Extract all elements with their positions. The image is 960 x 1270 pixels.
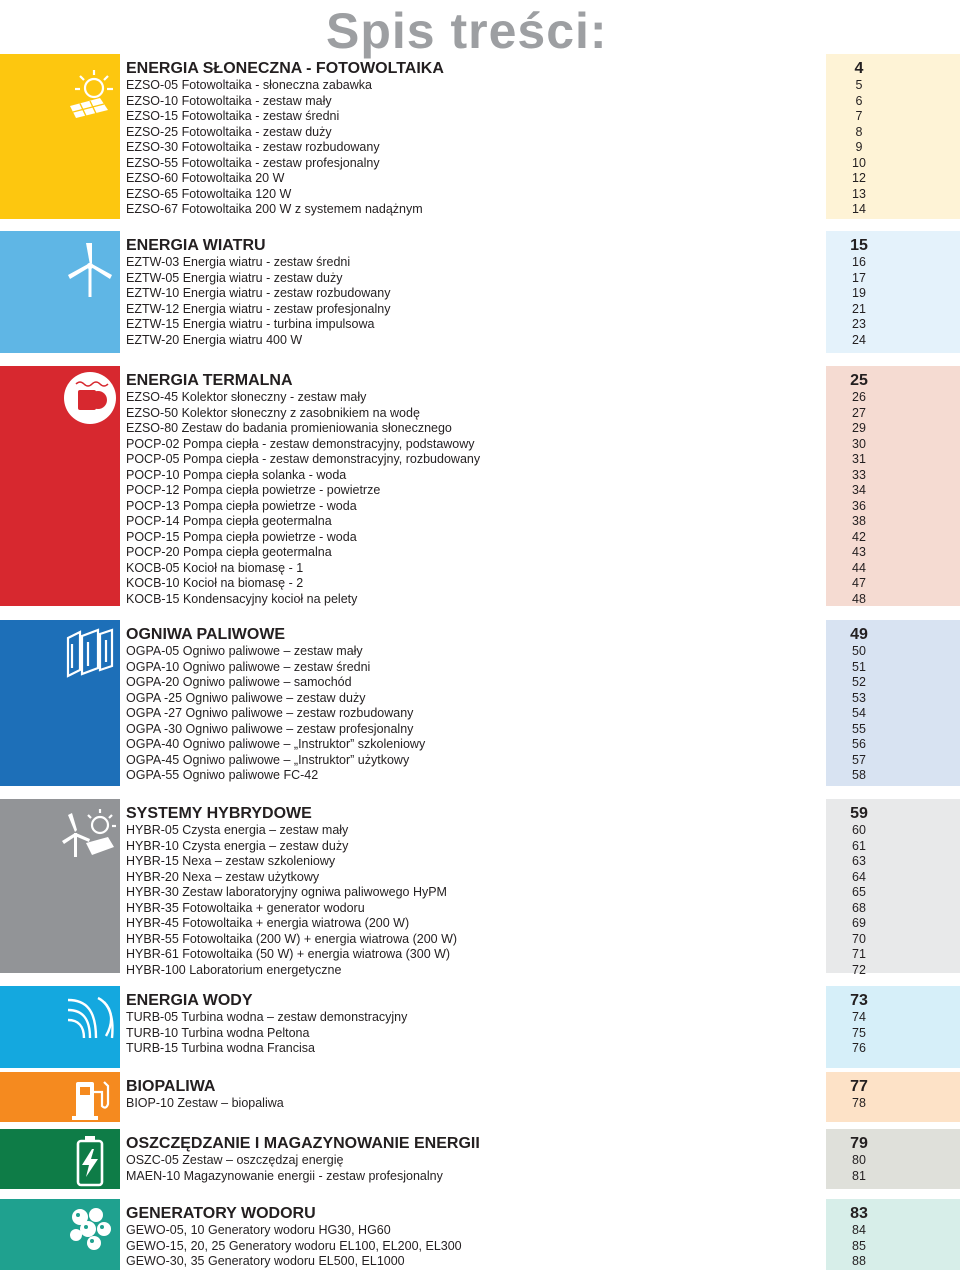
toc-entry[interactable] (0, 660, 960, 676)
toc-entry-page: 27 (852, 405, 866, 420)
toc-entry-page: 23 (852, 317, 866, 331)
toc-section-storage (0, 1129, 960, 1189)
toc-entry[interactable] (0, 839, 960, 855)
toc-entry-page: 52 (852, 675, 866, 689)
toc-entry[interactable] (0, 171, 960, 187)
toc-entry[interactable] (0, 468, 960, 484)
toc-section-hybrid (0, 799, 960, 977)
toc-entry[interactable] (0, 1041, 960, 1057)
toc-entry[interactable] (0, 286, 960, 302)
toc-entry-page: 60 (852, 823, 866, 837)
toc-entry-label: POCP-02 Pompa ciepła - zestaw demonstracyjny, podstawowy (126, 436, 475, 451)
section-page-number[interactable]: 4 (854, 60, 864, 77)
toc-entry-page: 26 (852, 390, 866, 404)
toc-entry-label: OGPA-20 Ogniwo paliwowe – samochód (126, 675, 352, 689)
toc-entry-page: 42 (852, 529, 866, 544)
section-heading[interactable]: BIOPALIWA (126, 1078, 216, 1095)
toc-section-wind (0, 231, 960, 353)
toc-entry-page: 12 (852, 171, 866, 185)
section-heading[interactable]: OGNIWA PALIWOWE (126, 626, 286, 643)
toc-entry-page: 50 (852, 644, 866, 658)
toc-entry[interactable] (0, 317, 960, 333)
toc-entry-page: 57 (852, 752, 866, 767)
toc-entry-page: 85 (852, 1238, 866, 1253)
toc-entry-page: 48 (852, 591, 866, 606)
section-heading[interactable]: SYSTEMY HYBRYDOWE (126, 805, 312, 822)
section-heading[interactable]: ENERGIA WODY (126, 992, 253, 1009)
toc-entry-label: KOCB-10 Kocioł na biomasę - 2 (126, 576, 304, 590)
toc-section-solar (0, 54, 960, 219)
section-page-number[interactable]: 83 (850, 1205, 868, 1222)
section-page-number[interactable]: 79 (850, 1135, 868, 1152)
toc-entry[interactable] (0, 870, 960, 886)
toc-entry-label: HYBR-10 Czysta energia – zestaw duży (126, 838, 349, 853)
toc-entry[interactable] (0, 1010, 960, 1026)
toc-entry[interactable] (0, 499, 960, 515)
toc-entry-label: TURB-10 Turbina wodna Peltona (126, 1025, 310, 1040)
toc-entry[interactable] (0, 271, 960, 287)
toc-entry-page: 19 (852, 286, 866, 300)
toc-entry[interactable] (0, 255, 960, 271)
toc-entry[interactable] (0, 125, 960, 141)
toc-entry-page: 17 (852, 270, 866, 285)
toc-entry[interactable] (0, 530, 960, 546)
toc-section-thermal (0, 366, 960, 606)
toc-entry-page: 8 (855, 124, 863, 139)
toc-entry-label: KOCB-15 Kondensacyjny kocioł na pelety (126, 591, 358, 606)
toc-section-biofuel (0, 1072, 960, 1122)
toc-entry-label: EZSO-67 Fotowoltaika 200 W z systemem nadążnym (126, 202, 423, 216)
toc-entry-page: 88 (852, 1254, 866, 1268)
toc-entry-page: 38 (852, 514, 866, 528)
toc-entry-page: 36 (852, 498, 866, 513)
toc-entry-page: 54 (852, 706, 866, 720)
toc-entry[interactable] (0, 94, 960, 110)
toc-entry[interactable] (0, 1239, 960, 1255)
toc-entry[interactable] (0, 561, 960, 577)
toc-entry-page: 65 (852, 885, 866, 899)
toc-entry[interactable] (0, 592, 960, 608)
toc-entry-page: 6 (855, 93, 863, 108)
toc-entry[interactable] (0, 437, 960, 453)
toc-entry-label: HYBR-30 Zestaw laboratoryjny ogniwa paliwowego HyPM (126, 885, 447, 899)
toc-entry-label: EZSO-60 Fotowoltaika 20 W (126, 171, 285, 185)
toc-entry-page: 69 (852, 916, 866, 930)
toc-entry-page: 80 (852, 1153, 866, 1167)
toc-entry-page: 13 (852, 186, 866, 201)
toc-entry-page: 34 (852, 483, 866, 497)
toc-entry[interactable] (0, 140, 960, 156)
toc-section-fuelcells (0, 620, 960, 786)
toc-entry[interactable] (0, 1153, 960, 1169)
toc-entry-page: 55 (852, 721, 866, 736)
toc-entry-label: EZSO-10 Fotowoltaika - zestaw mały (126, 93, 332, 108)
toc-entry-page: 43 (852, 545, 866, 559)
toc-entry-label: EZSO-30 Fotowoltaika - zestaw rozbudowany (126, 140, 380, 154)
section-heading[interactable]: GENERATORY WODORU (126, 1205, 316, 1222)
toc-entry-page: 9 (855, 140, 863, 154)
toc-entry-label: EZTW-12 Energia wiatru - zestaw profesjonalny (126, 301, 391, 316)
toc-entry-label: EZTW-10 Energia wiatru - zestaw rozbudowany (126, 286, 391, 300)
toc-entry[interactable] (0, 78, 960, 94)
toc-entry-page: 64 (852, 869, 866, 884)
toc-entry-page: 78 (852, 1096, 866, 1110)
toc-entry[interactable] (0, 187, 960, 203)
toc-section-water (0, 986, 960, 1068)
toc-entry-label: HYBR-45 Fotowoltaika + energia wiatrowa (200 W) (126, 916, 410, 930)
toc-entry-label: TURB-15 Turbina wodna Francisa (126, 1041, 315, 1055)
toc-entry[interactable] (0, 854, 960, 870)
toc-entry[interactable] (0, 545, 960, 561)
toc-entry[interactable] (0, 1223, 960, 1239)
toc-entry[interactable] (0, 947, 960, 963)
toc-entry[interactable] (0, 916, 960, 932)
toc-entry[interactable] (0, 691, 960, 707)
toc-entry-label: EZSO-15 Fotowoltaika - zestaw średni (126, 109, 340, 123)
toc-entry[interactable] (0, 1096, 960, 1112)
toc-entry[interactable] (0, 1254, 960, 1270)
toc-entry-label: OGPA-10 Ogniwo paliwowe – zestaw średni (126, 659, 371, 674)
toc-entry[interactable] (0, 768, 960, 784)
toc-entry-label: HYBR-100 Laboratorium energetyczne (126, 962, 342, 977)
toc-entry-label: OGPA-45 Ogniwo paliwowe – „Instruktor” użytkowy (126, 752, 410, 767)
toc-entry-page: 5 (855, 78, 863, 92)
toc-entry[interactable] (0, 109, 960, 125)
toc-entry-label: OGPA -30 Ogniwo paliwowe – zestaw profesjonalny (126, 721, 414, 736)
toc-entry-label: OGPA -27 Ogniwo paliwowe – zestaw rozbudowany (126, 706, 414, 720)
toc-entry-page: 51 (852, 659, 866, 674)
toc-entry-page: 31 (852, 452, 866, 466)
toc-entry-page: 24 (852, 332, 866, 347)
toc-entry-label: EZSO-65 Fotowoltaika 120 W (126, 186, 292, 201)
toc-entry[interactable] (0, 706, 960, 722)
section-page-number[interactable]: 49 (850, 626, 868, 643)
toc-entry-page: 71 (852, 947, 866, 961)
toc-entry[interactable] (0, 483, 960, 499)
toc-entry-label: EZTW-20 Energia wiatru 400 W (126, 332, 303, 347)
section-page-number[interactable]: 15 (850, 237, 868, 254)
toc-entry-page: 58 (852, 768, 866, 782)
toc-entry-page: 84 (852, 1223, 866, 1237)
toc-entry-page: 16 (852, 255, 866, 269)
toc-entry[interactable] (0, 901, 960, 917)
toc-entry[interactable] (0, 753, 960, 769)
toc-entry[interactable] (0, 963, 960, 979)
toc-entry-label: HYBR-55 Fotowoltaika (200 W) + energia wiatrowa (200 W) (126, 931, 458, 946)
toc-entry-label: MAEN-10 Magazynowanie energii - zestaw profesjonalny (126, 1168, 443, 1183)
toc-entry-label: EZTW-03 Energia wiatru - zestaw średni (126, 255, 351, 269)
section-page-number[interactable]: 77 (850, 1078, 868, 1095)
toc-entry-label: GEWO-30, 35 Generatory wodoru EL500, EL1000 (126, 1254, 405, 1268)
section-heading[interactable]: ENERGIA SŁONECZNA - FOTOWOLTAIKA (126, 60, 444, 77)
toc-entry[interactable] (0, 514, 960, 530)
toc-entry-label: OGPA -25 Ogniwo paliwowe – zestaw duży (126, 690, 366, 705)
toc-entry-page: 76 (852, 1041, 866, 1055)
toc-entry[interactable] (0, 932, 960, 948)
toc-entry[interactable] (0, 1026, 960, 1042)
section-heading[interactable]: ENERGIA WIATRU (126, 237, 266, 254)
toc-entry[interactable] (0, 722, 960, 738)
toc-entry-label: TURB-05 Turbina wodna – zestaw demonstracyjny (126, 1010, 408, 1024)
toc-entry-label: EZSO-25 Fotowoltaika - zestaw duży (126, 124, 332, 139)
toc-entry-page: 68 (852, 900, 866, 915)
toc-entry-page: 14 (852, 202, 866, 216)
toc-entry[interactable] (0, 156, 960, 172)
toc-entry-label: POCP-15 Pompa ciepła powietrze - woda (126, 529, 357, 544)
toc-entry[interactable] (0, 644, 960, 660)
toc-entry-page: 81 (852, 1168, 866, 1183)
toc-entry-label: HYBR-15 Nexa – zestaw szkoleniowy (126, 854, 336, 868)
toc-entry-page: 75 (852, 1025, 866, 1040)
toc-entry-label: POCP-20 Pompa ciepła geotermalna (126, 545, 332, 559)
toc-entry-label: HYBR-61 Fotowoltaika (50 W) + energia wiatrowa (300 W) (126, 947, 451, 961)
toc-entry-label: GEWO-05, 10 Generatory wodoru HG30, HG60 (126, 1223, 391, 1237)
toc-entry-page: 70 (852, 931, 866, 946)
section-heading[interactable]: OSZCZĘDZANIE I MAGAZYNOWANIE ENERGII (126, 1135, 480, 1152)
toc-entry-page: 72 (852, 962, 866, 977)
toc-entry[interactable] (0, 675, 960, 691)
toc-entry-label: HYBR-05 Czysta energia – zestaw mały (126, 823, 349, 837)
toc-entry[interactable] (0, 1169, 960, 1185)
toc-entry-label: OGPA-05 Ogniwo paliwowe – zestaw mały (126, 644, 363, 658)
toc-entry-label: OSZC-05 Zestaw – oszczędzaj energię (126, 1153, 344, 1167)
toc-entry-label: POCP-12 Pompa ciepła powietrze - powietrze (126, 483, 381, 497)
toc-entry-label: BIOP-10 Zestaw – biopaliwa (126, 1096, 284, 1110)
toc-entry-label: OGPA-40 Ogniwo paliwowe – „Instruktor” szkoleniowy (126, 737, 426, 751)
toc-entry[interactable] (0, 737, 960, 753)
toc-entry-label: HYBR-35 Fotowoltaika + generator wodoru (126, 900, 365, 915)
toc-entry[interactable] (0, 333, 960, 349)
toc-entry-label: EZSO-45 Kolektor słoneczny - zestaw mały (126, 390, 367, 404)
section-page-number[interactable]: 25 (850, 372, 868, 389)
toc-entry-page: 61 (852, 838, 866, 853)
toc-entry-label: EZSO-05 Fotowoltaika - słoneczna zabawka (126, 78, 372, 92)
toc-entry[interactable] (0, 202, 960, 218)
toc-entry-label: HYBR-20 Nexa – zestaw użytkowy (126, 869, 320, 884)
toc-entry-label: EZTW-15 Energia wiatru - turbina impulsowa (126, 317, 375, 331)
toc-entry-label: KOCB-05 Kocioł na biomasę - 1 (126, 560, 304, 575)
toc-entry-label: POCP-05 Pompa ciepła - zestaw demonstracyjny, rozbudowany (126, 452, 481, 466)
toc-entry[interactable] (0, 452, 960, 468)
toc-entry-page: 33 (852, 467, 866, 482)
toc-entry-page: 53 (852, 690, 866, 705)
toc-entry-label: POCP-13 Pompa ciepła powietrze - woda (126, 498, 357, 513)
toc-entry-label: POCP-10 Pompa ciepła solanka - woda (126, 467, 347, 482)
toc-entry[interactable] (0, 576, 960, 592)
section-page-number[interactable]: 73 (850, 992, 868, 1009)
toc-entry-label: OGPA-55 Ogniwo paliwowe FC-42 (126, 768, 319, 782)
toc-entry[interactable] (0, 823, 960, 839)
toc-entry-page: 30 (852, 436, 866, 451)
toc-entry-label: EZSO-80 Zestaw do badania promieniowania słonecznego (126, 421, 452, 435)
toc-entry-page: 7 (855, 109, 863, 123)
toc-entry-page: 10 (852, 155, 866, 170)
toc-entry-page: 63 (852, 854, 866, 868)
page-title: Spis treści: (326, 3, 608, 59)
toc-entry-page: 29 (852, 421, 866, 435)
section-heading[interactable]: ENERGIA TERMALNA (126, 372, 293, 389)
toc-entry-label: EZTW-05 Energia wiatru - zestaw duży (126, 270, 343, 285)
toc-entry-page: 47 (852, 576, 866, 590)
section-page-number[interactable]: 59 (850, 805, 868, 822)
toc-entry[interactable] (0, 390, 960, 406)
toc-entry[interactable] (0, 406, 960, 422)
toc-entry-page: 74 (852, 1010, 866, 1024)
toc-entry-label: EZSO-50 Kolektor słoneczny z zasobnikiem na wodę (126, 405, 420, 420)
toc-entry-page: 21 (852, 301, 866, 316)
toc-section-hydrogen (0, 1199, 960, 1270)
toc-entry-label: GEWO-15, 20, 25 Generatory wodoru EL100, EL200, EL300 (126, 1238, 462, 1253)
toc-entry-page: 44 (852, 560, 866, 575)
toc-entry-page: 56 (852, 737, 866, 751)
toc-entry[interactable] (0, 885, 960, 901)
toc-entry[interactable] (0, 302, 960, 318)
toc-entry-label: EZSO-55 Fotowoltaika - zestaw profesjonalny (126, 155, 380, 170)
toc-entry[interactable] (0, 421, 960, 437)
toc-entry-label: POCP-14 Pompa ciepła geotermalna (126, 514, 332, 528)
